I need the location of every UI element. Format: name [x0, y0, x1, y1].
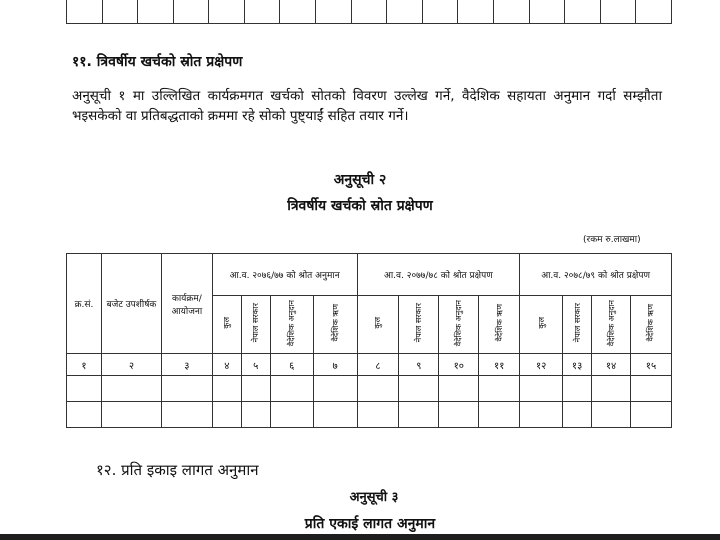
col-number: १५: [630, 354, 671, 376]
col-number: १: [67, 354, 102, 376]
schedule-2-subtitle: त्रिवर्षीय खर्चको स्रोत प्रक्षेपण: [287, 198, 433, 214]
table-row: [67, 376, 672, 402]
col-number: १२: [520, 354, 563, 376]
col-number: ८: [357, 354, 399, 376]
col-number: ४: [212, 354, 241, 376]
col-number: ७: [313, 354, 357, 376]
header-group-3: आ.व. २०७८/७९ को श्रोत प्रक्षेपण: [520, 254, 672, 296]
subheader-foreign-grant: वैदेशिक अनुदान: [439, 296, 479, 354]
col-number: ९: [399, 354, 439, 376]
col-number: ३: [161, 354, 212, 376]
bottom-edge-bar: [0, 534, 720, 540]
schedule-3-subtitle: प्रति एकाई लागत अनुमान: [304, 516, 436, 532]
subheader-foreign-grant: वैदेशिक अनुदान: [592, 296, 631, 354]
column-number-row: [67, 354, 672, 376]
subheader-government: नेपाल सरकार: [399, 296, 439, 354]
subheader-total: कुल: [212, 296, 241, 354]
table-row: [67, 402, 672, 428]
col-number: ११: [479, 354, 520, 376]
col-number: १३: [563, 354, 592, 376]
schedule-2-title: अनुसूची २: [333, 172, 387, 188]
schedule-3-title: अनुसूची ३: [349, 490, 399, 505]
header-group-1: आ.व. २०७६/७७ को श्रोत अनुमान: [212, 254, 357, 296]
section-12-heading: १२. प्रति इकाइ लागत अनुमान: [96, 461, 259, 479]
col-number: ५: [241, 354, 270, 376]
section-11-paragraph: अनुसूची १ मा उल्लिखित कार्यक्रमगत खर्चको सोतको विवरण उल्लेख गर्ने, वैदेशिक सहायता अनुमान गर्दा सम्झौता भइसकेको वा प्रतिबद्धताको क्रममा रहे सोको पुष्ट्याईं सहित तयार गर्ने।: [72, 88, 662, 124]
source-projection-table: [66, 253, 672, 428]
subheader-government: नेपाल सरकार: [563, 296, 592, 354]
col-number: ६: [270, 354, 313, 376]
subheader-government: नेपाल सरकार: [241, 296, 270, 354]
unit-note: (रकम रु.लाखमा): [583, 235, 641, 245]
header-group-2: आ.व. २०७७/७८ को श्रोत प्रक्षेपण: [357, 254, 520, 296]
subheader-foreign-grant: वैदेशिक अनुदान: [270, 296, 313, 354]
subheader-foreign-loan: वैदेशिक ऋण: [630, 296, 671, 354]
header-budget-subheading: बजेट उपशीर्षक: [101, 254, 161, 354]
table-header-row: [67, 254, 672, 296]
header-program: कार्यक्रम/ आयोजना: [161, 254, 212, 354]
subheader-total: कुल: [520, 296, 563, 354]
previous-table-fragment: [66, 0, 672, 24]
col-number: २: [101, 354, 161, 376]
subheader-foreign-loan: वैदेशिक ऋण: [313, 296, 357, 354]
col-number: १४: [592, 354, 631, 376]
header-sn: क्र.सं.: [67, 254, 102, 354]
subheader-foreign-loan: वैदेशिक ऋण: [479, 296, 520, 354]
section-11-heading: ११. त्रिवर्षीय खर्चको स्रोत प्रक्षेपण: [72, 54, 243, 70]
subheader-total: कुल: [357, 296, 399, 354]
col-number: १०: [439, 354, 479, 376]
